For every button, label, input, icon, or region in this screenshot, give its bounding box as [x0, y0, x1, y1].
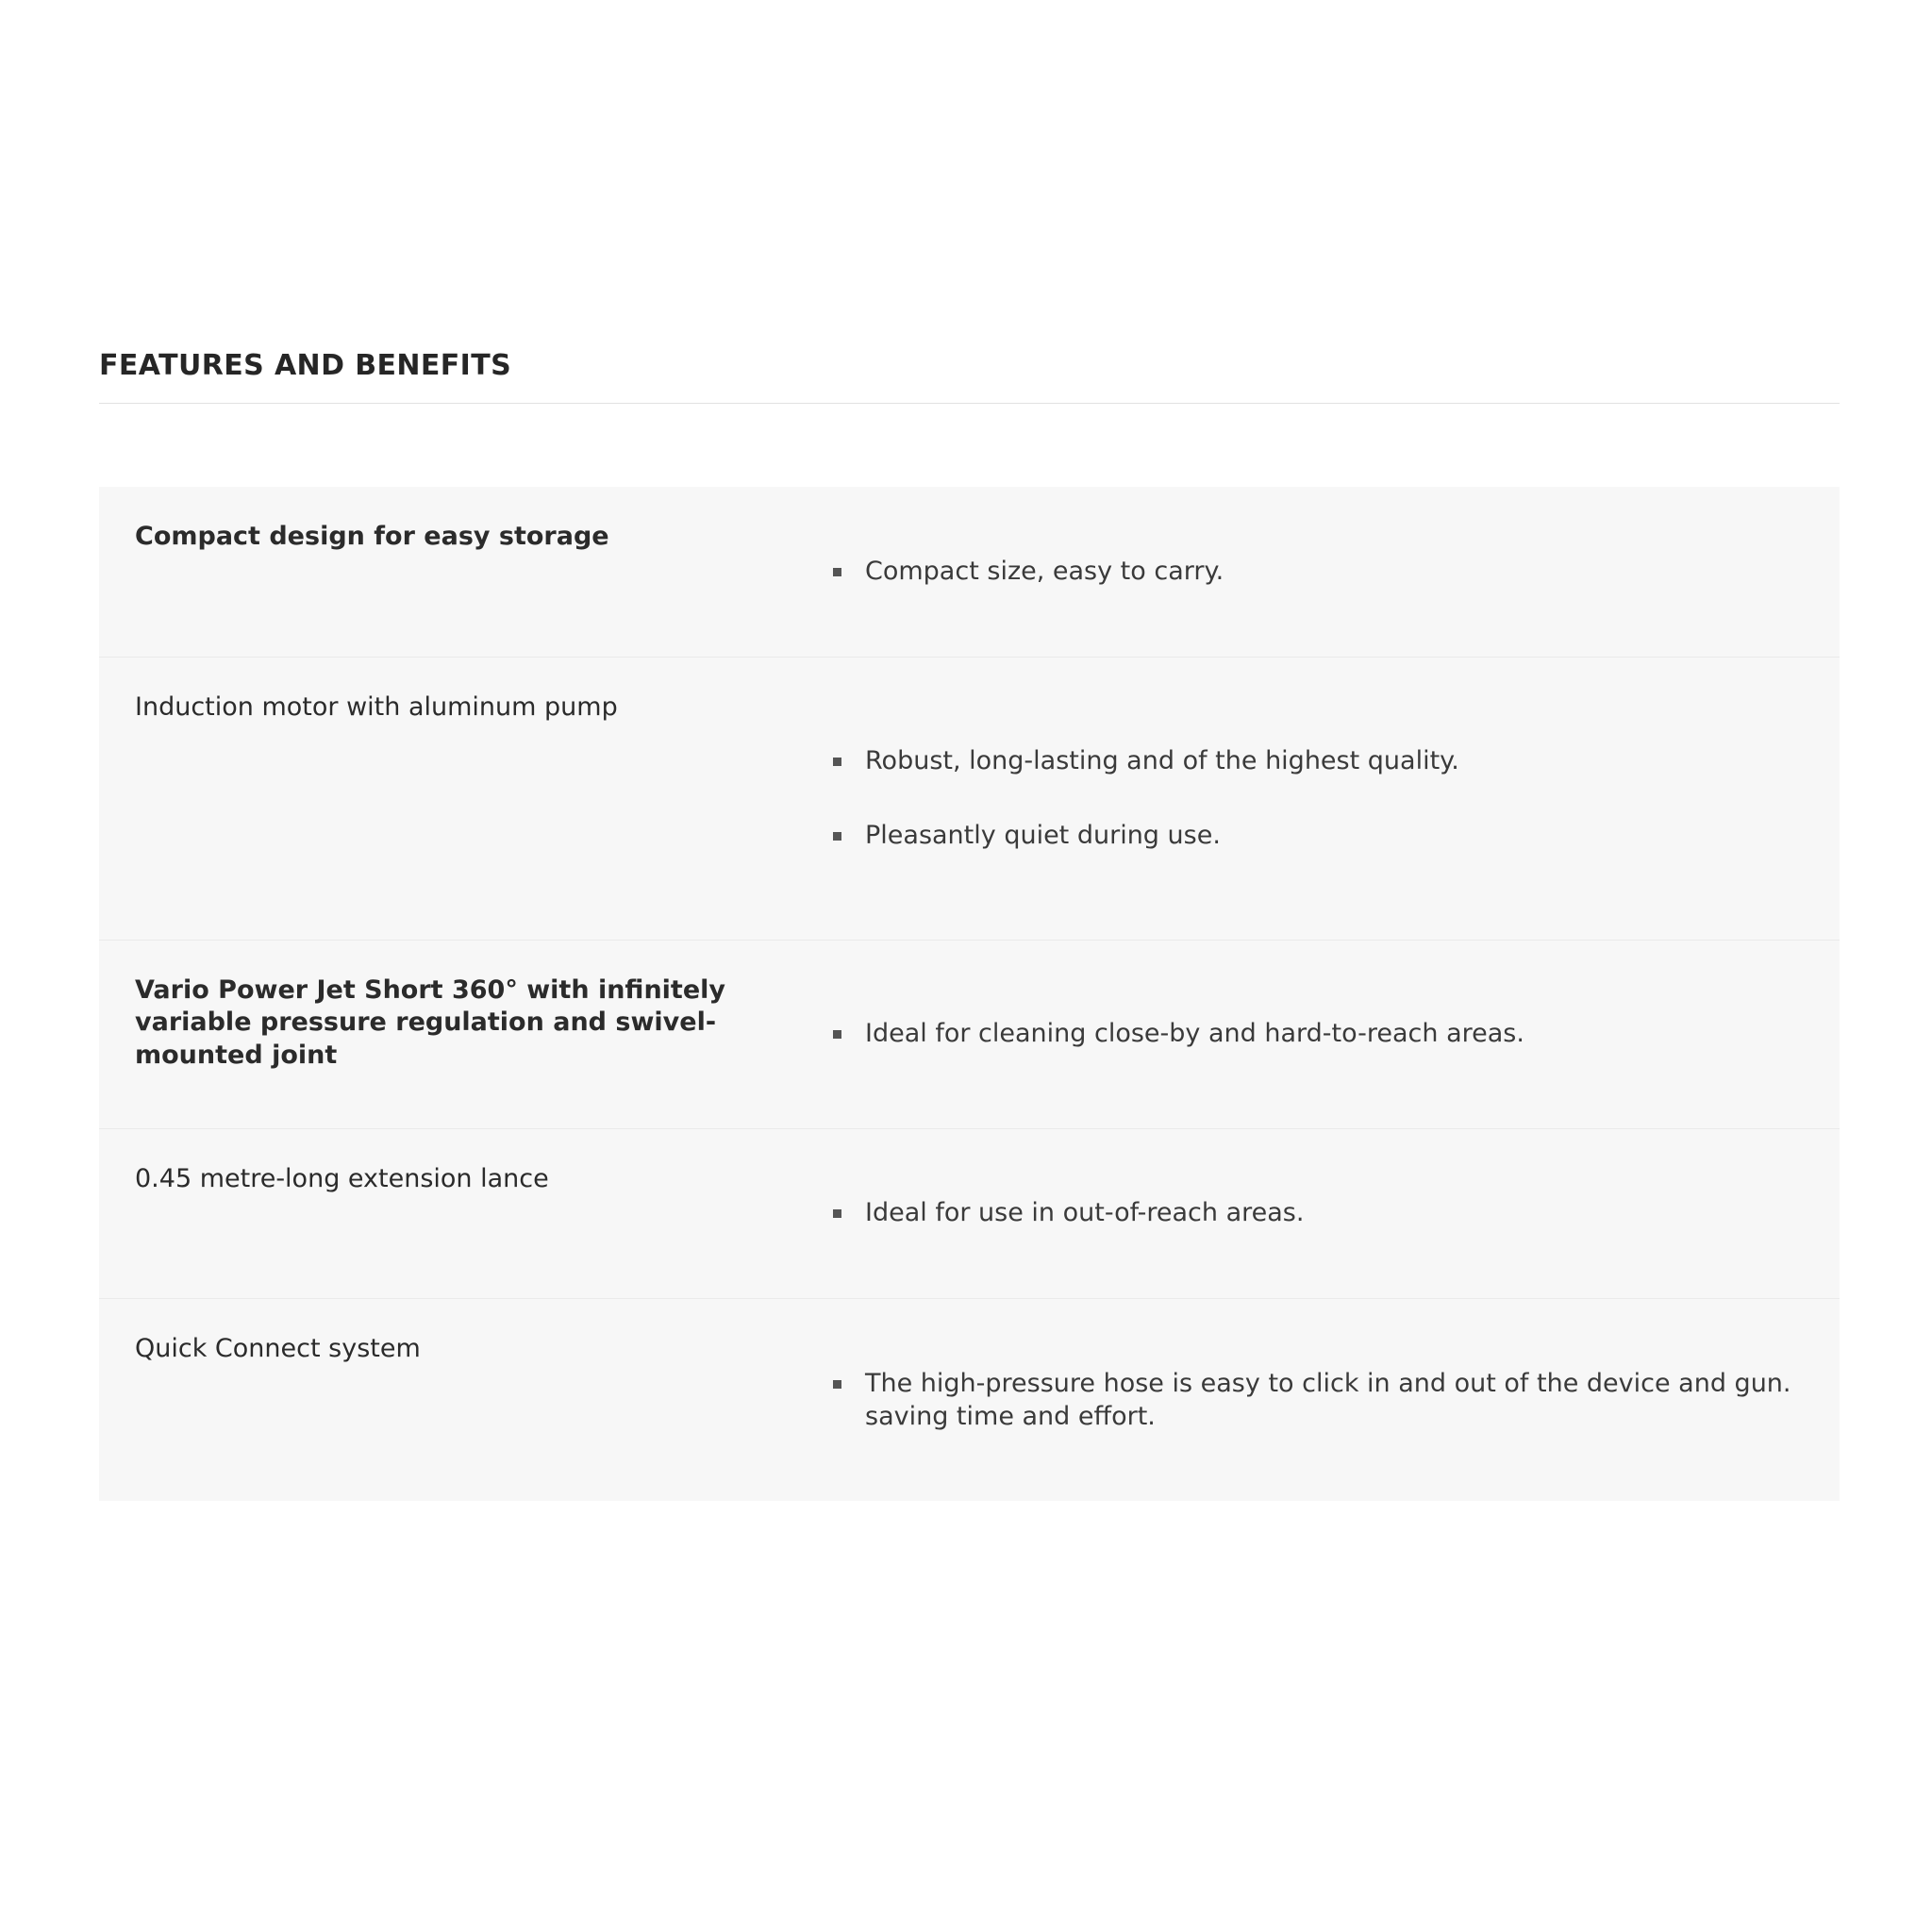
bullet-icon: [833, 1209, 841, 1218]
features-benefits-section: [99, 349, 1840, 1501]
benefit-list: [825, 1196, 1802, 1229]
benefit-list: [825, 555, 1802, 588]
feature-label: Induction motor with aluminum pump: [135, 691, 618, 722]
benefit-text: Compact size, easy to carry.: [865, 557, 1224, 587]
table-row: [99, 657, 1840, 940]
benefit-text: Ideal for cleaning close-by and hard-to-reach areas.: [865, 1019, 1524, 1049]
table-row: [99, 487, 1840, 657]
feature-cell: [99, 1128, 825, 1298]
bullet-icon: [833, 1380, 841, 1389]
benefit-list: [825, 744, 1802, 852]
list-item: [825, 555, 1802, 588]
benefit-cell: [825, 1128, 1840, 1298]
features-benefits-table: [99, 487, 1840, 1501]
benefit-cell: [825, 1298, 1840, 1501]
section-title: FEATURES AND BENEFITS: [99, 349, 512, 382]
title-divider: [99, 403, 1840, 404]
table-row: [99, 1128, 1840, 1298]
benefit-list: [825, 1367, 1802, 1433]
bullet-icon: [833, 832, 841, 841]
feature-label: Compact design for easy storage: [135, 522, 609, 551]
feature-label: Quick Connect system: [135, 1333, 421, 1363]
list-item: [825, 744, 1802, 777]
benefit-list: [825, 1017, 1802, 1050]
table-row: [99, 940, 1840, 1128]
list-item: [825, 1017, 1802, 1050]
benefit-cell: [825, 487, 1840, 657]
benefit-text: Robust, long-lasting and of the highest quality.: [865, 745, 1459, 775]
bullet-icon: [833, 568, 841, 576]
feature-cell: [99, 657, 825, 940]
list-item: [825, 819, 1802, 852]
bullet-icon: [833, 758, 841, 766]
table-row: [99, 1298, 1840, 1501]
list-item: [825, 1196, 1802, 1229]
feature-cell: [99, 1298, 825, 1501]
benefit-text: Pleasantly quiet during use.: [865, 821, 1221, 850]
feature-label: Vario Power Jet Short 360° with infinitely variable pressure regulation and swivel-mounted joint: [135, 974, 725, 1070]
feature-cell: [99, 940, 825, 1128]
benefit-cell: [825, 940, 1840, 1128]
benefit-text: The high-pressure hose is easy to click in and out of the device and gun. saving time and effort.: [865, 1368, 1791, 1431]
benefit-cell: [825, 657, 1840, 940]
list-item: [825, 1367, 1802, 1433]
bullet-icon: [833, 1030, 841, 1039]
benefit-text: Ideal for use in out-of-reach areas.: [865, 1198, 1305, 1228]
feature-cell: [99, 487, 825, 657]
feature-label: 0.45 metre-long extension lance: [135, 1163, 549, 1193]
